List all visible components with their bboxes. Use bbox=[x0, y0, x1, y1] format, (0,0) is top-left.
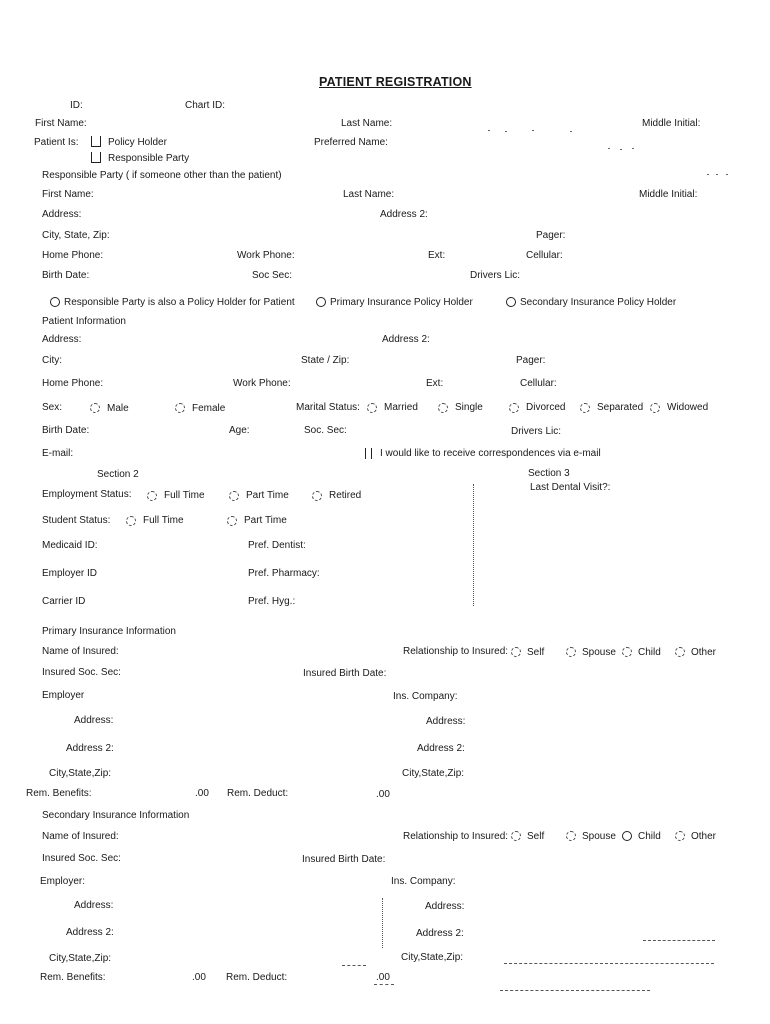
stu-part-time-label: Part Time bbox=[244, 515, 287, 526]
si-self-radio[interactable] bbox=[511, 831, 521, 841]
si-address2-label: Address 2: bbox=[66, 927, 114, 938]
emp-full-time-radio[interactable] bbox=[147, 491, 157, 501]
pi-spouse-label: Spouse bbox=[582, 647, 616, 658]
widowed-radio[interactable] bbox=[650, 403, 660, 413]
chart-id-label: Chart ID: bbox=[185, 100, 226, 111]
rp-first-name-label: First Name: bbox=[42, 189, 94, 200]
pi-address2-label: Address 2: bbox=[66, 743, 114, 754]
preferred-name-label: Preferred Name: bbox=[314, 137, 388, 148]
rp-middle-initial-label: Middle Initial: bbox=[639, 189, 698, 200]
pref-hyg-label: Pref. Hyg.: bbox=[248, 596, 296, 607]
pi-insured-soc-sec-label: Insured Soc. Sec: bbox=[42, 667, 121, 678]
rp-last-name-label: Last Name: bbox=[343, 189, 395, 200]
pi-other-label: Other bbox=[691, 647, 717, 658]
si-rem-benefits-label: Rem. Benefits: bbox=[40, 972, 106, 983]
p-ext-label: Ext: bbox=[426, 378, 444, 389]
rp-city-label: City, State, Zip: bbox=[42, 230, 110, 241]
rp-policy-holder-label: Responsible Party is also a Policy Holder for Patient bbox=[64, 297, 295, 308]
emp-retired-label: Retired bbox=[329, 490, 362, 501]
pi-address-label: Address: bbox=[74, 715, 114, 726]
p-marital-status-label: Marital Status: bbox=[296, 402, 360, 413]
rp-address2-label: Address 2: bbox=[380, 209, 428, 220]
patient-info-header: Patient Information bbox=[42, 316, 126, 327]
si-name-of-insured-label: Name of Insured: bbox=[42, 831, 119, 842]
scan-line bbox=[500, 990, 650, 991]
si-ins-city-label: City,State,Zip: bbox=[401, 952, 464, 963]
policy-holder-label: Policy Holder bbox=[108, 137, 167, 148]
medicaid-id-label: Medicaid ID: bbox=[42, 540, 98, 551]
divorced-label: Divorced bbox=[526, 402, 566, 413]
pi-rem-benefits-label: Rem. Benefits: bbox=[26, 788, 92, 799]
emp-retired-radio[interactable] bbox=[312, 491, 322, 501]
rp-policy-holder-radio[interactable] bbox=[50, 297, 60, 307]
last-name-label: Last Name: bbox=[341, 118, 393, 129]
id-label: ID: bbox=[70, 100, 83, 111]
pi-ins-company-label: Ins. Company: bbox=[393, 691, 458, 702]
female-radio[interactable] bbox=[175, 403, 185, 413]
separated-radio[interactable] bbox=[580, 403, 590, 413]
pi-child-radio[interactable] bbox=[622, 647, 632, 657]
rp-work-phone-label: Work Phone: bbox=[237, 250, 295, 261]
si-spouse-radio[interactable] bbox=[566, 831, 576, 841]
middle-initial-label: Middle Initial: bbox=[642, 118, 701, 129]
si-other-radio[interactable] bbox=[675, 831, 685, 841]
p-age-label: Age: bbox=[229, 425, 250, 436]
scan-line bbox=[342, 965, 366, 966]
policy-holder-checkbox[interactable] bbox=[91, 136, 101, 147]
rp-address-label: Address: bbox=[42, 209, 82, 220]
pi-rem-deduct-label: Rem. Deduct: bbox=[227, 788, 289, 799]
separated-label: Separated bbox=[597, 402, 644, 413]
pi-name-of-insured-label: Name of Insured: bbox=[42, 646, 119, 657]
employment-status-label: Employment Status: bbox=[42, 489, 132, 500]
si-ins-address2-label: Address 2: bbox=[416, 928, 464, 939]
pi-child-label: Child bbox=[638, 647, 661, 658]
first-name-label: First Name: bbox=[35, 118, 87, 129]
employer-id-label: Employer ID bbox=[42, 568, 98, 579]
email-optin-checkbox[interactable] bbox=[365, 448, 372, 459]
rp-soc-sec-label: Soc Sec: bbox=[252, 270, 293, 281]
si-child-radio[interactable] bbox=[622, 831, 632, 841]
carrier-id-label: Carrier ID bbox=[42, 596, 86, 607]
scan-line bbox=[504, 963, 714, 964]
rp-cellular-label: Cellular: bbox=[526, 250, 563, 261]
single-radio[interactable] bbox=[438, 403, 448, 413]
pi-rem-benefits-value: .00 bbox=[195, 788, 209, 799]
si-self-label: Self bbox=[527, 831, 545, 842]
pi-rem-deduct-value: .00 bbox=[376, 789, 390, 800]
si-relationship-label: Relationship to Insured: bbox=[403, 831, 509, 842]
si-ins-address-label: Address: bbox=[425, 901, 465, 912]
pi-ins-address2-label: Address 2: bbox=[417, 743, 465, 754]
female-label: Female bbox=[192, 403, 226, 414]
p-state-zip-label: State / Zip: bbox=[301, 355, 350, 366]
pi-other-radio[interactable] bbox=[675, 647, 685, 657]
email-optin-label: I would like to receive correspondences via e-mail bbox=[380, 448, 601, 459]
p-email-label: E-mail: bbox=[42, 448, 74, 459]
p-home-phone-label: Home Phone: bbox=[42, 378, 104, 389]
responsible-party-checkbox[interactable] bbox=[91, 152, 101, 163]
emp-full-time-label: Full Time bbox=[164, 490, 205, 501]
rp-drivers-lic-label: Drivers Lic: bbox=[470, 270, 521, 281]
pi-self-label: Self bbox=[527, 647, 545, 658]
responsible-party-header: Responsible Party ( if someone other than the patient) bbox=[42, 170, 282, 181]
emp-part-time-label: Part Time bbox=[246, 490, 289, 501]
si-rem-benefits-value: .00 bbox=[192, 972, 206, 983]
primary-holder-label: Primary Insurance Policy Holder bbox=[330, 297, 473, 308]
scan-line bbox=[374, 984, 394, 985]
pi-ins-address-label: Address: bbox=[426, 716, 466, 727]
si-rem-deduct-value: .00 bbox=[376, 972, 390, 983]
section3-label: Section 3 bbox=[528, 468, 570, 479]
male-label: Male bbox=[107, 403, 129, 414]
pref-dentist-label: Pref. Dentist: bbox=[248, 540, 306, 551]
rp-ext-label: Ext: bbox=[428, 250, 446, 261]
rp-home-phone-label: Home Phone: bbox=[42, 250, 104, 261]
si-address-label: Address: bbox=[74, 900, 114, 911]
page-title: PATIENT REGISTRATION bbox=[319, 75, 472, 89]
si-insured-soc-sec-label: Insured Soc. Sec: bbox=[42, 853, 121, 864]
pi-self-radio[interactable] bbox=[511, 647, 521, 657]
stu-full-time-radio[interactable] bbox=[126, 516, 136, 526]
emp-part-time-radio[interactable] bbox=[229, 491, 239, 501]
p-birth-date-label: Birth Date: bbox=[42, 425, 90, 436]
si-rem-deduct-label: Rem. Deduct: bbox=[226, 972, 288, 983]
primary-ins-header: Primary Insurance Information bbox=[42, 626, 176, 637]
married-label: Married bbox=[384, 402, 418, 413]
si-child-label: Child bbox=[638, 831, 661, 842]
p-city-label: City: bbox=[42, 355, 62, 366]
section-divider bbox=[473, 484, 474, 606]
primary-holder-radio[interactable] bbox=[316, 297, 326, 307]
si-other-label: Other bbox=[691, 831, 717, 842]
pi-spouse-radio[interactable] bbox=[566, 647, 576, 657]
si-ins-company-label: Ins. Company: bbox=[391, 876, 456, 887]
last-dental-visit-label: Last Dental Visit?: bbox=[530, 482, 611, 493]
scan-mark bbox=[382, 898, 383, 948]
stu-part-time-radio[interactable] bbox=[227, 516, 237, 526]
pref-pharmacy-label: Pref. Pharmacy: bbox=[248, 568, 320, 579]
single-label: Single bbox=[455, 402, 483, 413]
stu-full-time-label: Full Time bbox=[143, 515, 184, 526]
p-pager-label: Pager: bbox=[516, 355, 546, 366]
p-work-phone-label: Work Phone: bbox=[233, 378, 291, 389]
p-address-label: Address: bbox=[42, 334, 82, 345]
section2-label: Section 2 bbox=[97, 469, 139, 480]
married-radio[interactable] bbox=[367, 403, 377, 413]
secondary-ins-header: Secondary Insurance Information bbox=[42, 810, 190, 821]
p-cellular-label: Cellular: bbox=[520, 378, 557, 389]
p-drivers-lic-label: Drivers Lic: bbox=[511, 426, 562, 437]
divorced-radio[interactable] bbox=[509, 403, 519, 413]
pi-insured-birth-date-label: Insured Birth Date: bbox=[303, 668, 387, 679]
si-city-label: City,State,Zip: bbox=[49, 953, 112, 964]
pi-ins-city-label: City,State,Zip: bbox=[402, 768, 465, 779]
student-status-label: Student Status: bbox=[42, 515, 111, 526]
si-insured-birth-date-label: Insured Birth Date: bbox=[302, 854, 386, 865]
responsible-party-label: Responsible Party bbox=[108, 153, 190, 164]
widowed-label: Widowed bbox=[667, 402, 709, 413]
scan-line bbox=[643, 940, 715, 941]
si-spouse-label: Spouse bbox=[582, 831, 616, 842]
p-sex-label: Sex: bbox=[42, 402, 63, 413]
rp-birth-date-label: Birth Date: bbox=[42, 270, 90, 281]
p-address2-label: Address 2: bbox=[382, 334, 430, 345]
patient-is-label: Patient Is: bbox=[34, 137, 79, 148]
pi-city-label: City,State,Zip: bbox=[49, 768, 112, 779]
pi-employer-label: Employer bbox=[42, 690, 85, 701]
male-radio[interactable] bbox=[90, 403, 100, 413]
rp-pager-label: Pager: bbox=[536, 230, 566, 241]
secondary-holder-label: Secondary Insurance Policy Holder bbox=[520, 297, 677, 308]
secondary-holder-radio[interactable] bbox=[506, 297, 516, 307]
si-employer-label: Employer: bbox=[40, 876, 86, 887]
p-soc-sec-label: Soc. Sec: bbox=[304, 425, 347, 436]
pi-relationship-label: Relationship to Insured: bbox=[403, 646, 509, 657]
